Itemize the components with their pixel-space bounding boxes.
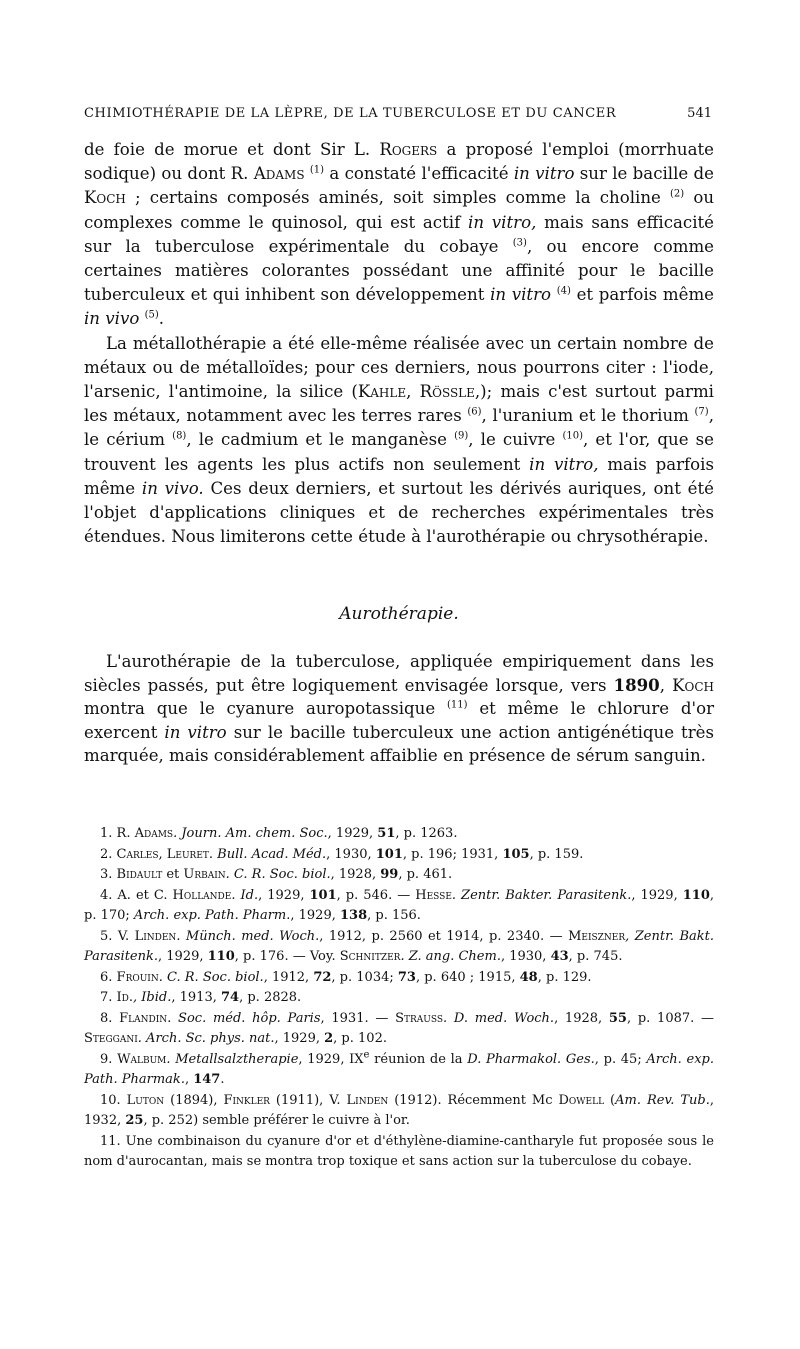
text-run: 3. [100,867,117,882]
author-name: Koch [84,188,126,208]
footnote-ref: (3) [512,237,527,249]
journal-name: . C. R. Soc. biol. [225,867,331,882]
text-run: , [184,1072,194,1087]
journal-name: Arch. exp. Path. Pharmak. [84,1051,714,1087]
text-run: , [659,675,673,695]
footnote-ref: (8) [172,430,187,442]
author-name: Steggani [84,1031,138,1046]
text-run: sur le bacille de [574,164,714,184]
footnote-ref: (10) [562,430,584,442]
volume: 147 [193,1072,221,1087]
text-run: montra que le cyanure auropotassique [84,699,447,719]
text-run: , 1931. — [320,1010,396,1026]
text-run: , 1912, [263,969,314,985]
footnote-10 [84,1091,714,1132]
footnote-ref: (6) [467,406,482,418]
text-run: a constaté l'efficacité [324,164,514,184]
volume: 51 [377,826,396,841]
author-name: Koch [672,675,714,695]
text-run: (1894), [164,1092,224,1108]
journal-name: , Ibid. [133,990,172,1005]
text-run: , p. 170; [84,887,715,923]
text-run: , p. 159. [529,846,584,862]
volume: 73 [397,969,416,985]
text-run: ( [604,1092,616,1108]
text-run: , p. 546. — [336,887,416,903]
volume: 55 [608,1010,627,1026]
footnote-5 [84,927,714,968]
text-run: 9. [100,1051,118,1067]
volume: 101 [375,846,403,862]
text-run: , p. 745. [568,949,623,964]
footnote-ref: (1) [309,164,325,176]
text-run: mais sans efficacité sur la tuberculose expérimentale du cobaye [84,212,714,256]
footnote-ref: (11) [447,699,468,711]
volume: 43 [550,949,569,964]
volume: 74 [221,990,240,1005]
author-name: Linden [346,1092,389,1108]
text-run: , p. 252) semble préférer le cuivre à l'or. [143,1113,410,1128]
author-name: Dowell [558,1092,605,1108]
text-run: , p. 640 ; 1915, [415,969,520,985]
author-name: Luton [126,1092,165,1108]
author-name: Rössle [419,382,475,402]
author-name: Finkler [223,1092,270,1108]
volume: 99 [380,867,399,882]
author-name: Bidault [116,867,163,882]
text-run: et [162,867,184,882]
journal-name: . Arch. Sc. phys. nat. [137,1031,275,1046]
text-run: , 1929, [290,908,340,923]
text-run: . [158,309,165,329]
text-run: ; certains composés aminés, soit simples comme la choline [125,188,670,208]
text-run: 1. R. [100,826,135,841]
volume: 25 [125,1113,144,1128]
latin-term: in vitro [164,722,227,742]
author-name: Hesse [415,887,452,903]
author-name: Id. [116,990,134,1005]
running-head: CHIMIOTHÉRAPIE DE LA LÈPRE, DE LA TUBERCULOSE ET DU CANCER [84,106,617,121]
footnote-11 [84,1132,714,1173]
page-number: 541 [687,106,712,121]
latin-term: in vivo [84,309,140,329]
main-text [84,138,714,549]
author-name: Urbain [183,867,226,882]
footnote-3 [84,865,714,886]
footnote-ref: (9) [454,430,469,442]
paragraph-2 [84,332,714,550]
volume: 2 [324,1031,334,1046]
author-name: Carles [116,846,159,862]
footnote-ref: (7) [694,406,709,418]
author-name: Schnitzer [339,949,401,964]
text-run: , p. 102. [333,1031,387,1046]
paragraph-3 [84,650,714,768]
journal-name: . Metallsalztherapie [166,1051,299,1067]
volume: 110 [207,949,235,964]
text-run: et parfois même [570,285,714,305]
text-run: , le cérium [84,406,714,450]
text-run: , p. 129. [537,969,592,985]
journal-name: . C. R. Soc. biol. [158,969,264,985]
text-run: , l'uranium et le thorium [481,406,695,426]
text-run: 6. [100,969,117,985]
author-name: Rogers [379,140,438,159]
journal-name: Am. Rev. Tub. [615,1092,710,1108]
author-name: Linden [134,928,177,944]
author-name: Flandin [119,1010,168,1026]
text-run: , p. 176. — Voy. [234,949,340,964]
text-run: Ces deux derniers, et surtout les dérivés auriques, ont été l'objet d'applications cliniques et de recherches expérimentales très étendues. Nous limiterons cette étude à l'aurothérapie ou chrysothérapie. [84,478,714,547]
section-text [84,650,714,768]
text-run: , 1930, [500,949,551,964]
footnote-4 [84,886,714,927]
text-run: sur le bacille tuberculeux une action antigénétique très marquée, mais considérablement affaiblie en présence de sérum sanguin. [84,722,714,766]
latin-term: in vitro [490,285,552,305]
volume: 72 [313,969,332,985]
text-run: , p. 1087. — [626,1010,715,1026]
text-run: (1912). Récemment Mc [388,1092,559,1108]
text-run: La métallothérapie a été elle-même réalisée avec un certain nombre de métaux ou de métalloïdes; pour ces derniers, nous pourrons citer : l'iode, l'arsenic, l'antimoine, la silice ( [84,333,714,402]
text-run: mais parfois même [84,454,714,498]
journal-name: . Journ. Am. chem. Soc. [173,826,328,841]
paragraph-1 [84,138,714,332]
volume: 138 [340,908,368,923]
latin-term: in vitro, [529,454,599,474]
journal-name: . Id. [231,887,259,903]
author-name: Adams [134,826,174,841]
text-run: , 1912, p. 2560 et 1914, p. 2340. — [319,928,569,944]
text-run: , le cadmium et le manganèse [186,430,455,450]
author-name: Walbum [117,1051,167,1067]
author-name: Strauss [395,1010,444,1026]
journal-name: Arch. exp. Path. Pharm. [133,908,291,923]
journal-name: . Bull. Acad. Méd. [208,846,327,862]
text-run: , [406,382,420,402]
text-run: , 1929, [158,949,208,964]
text-run: , 1932, [84,1092,714,1128]
section-title: Aurothérapie. [339,604,459,624]
text-run: , et l'or, que se trouvent les agents les plus actifs non seulement [84,430,715,474]
text-run: réunion de la [369,1051,468,1067]
volume: 110 [682,887,710,903]
text-run: , 1928, [330,867,381,882]
text-run: et même le chlorure d'or exercent [84,699,715,742]
text-run: 11. Une combinaison du cyanure d'or et d'éthylène-diamine-cantharyle fut proposée sous le nom d'aurocantan, mais se montra trop toxique et sans action sur la tuberculose du cobaye. [84,1133,714,1169]
text-run: , p. 45; [594,1051,647,1067]
text-run: , 1930, [326,846,376,862]
journal-name: . D. med. Woch. [443,1010,555,1026]
footnote-ref: (2) [670,188,685,200]
text-run: , ou encore comme certaines matières colorantes possédant une affinité pour le bacille tuberculeux et qui inhibent son développement [84,236,714,305]
text-run: ou complexes comme le quinosol, qui est actif [84,188,715,232]
text-run: , p. 461. [398,867,453,882]
volume: 101 [309,887,337,903]
text-run: 7. [100,990,117,1005]
journal-name: . Münch. med. Woch. [176,928,320,944]
text-run: , 1929, [274,1031,325,1046]
volume: 105 [502,846,530,862]
author-name: Adams [253,164,305,184]
text-run: , 1929, [327,826,378,841]
text-run: 5. V. [100,928,135,944]
text-run: L'aurothérapie de la tuberculose, appliquée empiriquement dans les siècles passés, put être logiquement envisagée lorsque, vers [84,652,714,695]
text-run: a proposé l'emploi (morrhuate sodique) ou dont R. [84,140,714,184]
text-run: 4. A. et C. [100,887,173,903]
footnotes [84,824,714,1173]
latin-term: in vivo. [141,478,204,498]
author-name: Kahle [357,382,407,402]
footnote-2 [84,845,714,866]
footnote-ref: (5) [144,309,159,321]
text-run: , 1929, [631,887,683,903]
author-name: Hollande [172,887,232,903]
text-run: , le cuivre [468,430,563,450]
text-run: 2. [100,846,117,862]
text-run: ,); mais c'est surtout parmi les métaux, notamment avec les terres rares [84,382,714,426]
journal-name: , Zentr. Bakt. Parasitenk. [84,928,714,964]
text-run: de foie de morue et dont Sir L. [84,140,380,159]
superscript: e [363,1049,370,1061]
text-run: 8. [100,1010,120,1026]
journal-name: D. Pharmakol. Ges. [467,1051,595,1067]
author-name: Meiszner [568,928,626,944]
text-run: (1911), V. [269,1092,347,1108]
text-run: , 1913, [171,990,221,1005]
text-run: , 1929, IX [298,1051,364,1067]
year: 1890 [613,674,660,695]
footnote-8 [84,1009,714,1050]
footnote-6 [84,968,714,989]
author-name: Frouin [116,969,159,985]
text-run: , p. 2828. [239,990,302,1005]
footnote-9 [84,1050,714,1091]
text-run: . [220,1072,225,1087]
footnote-1 [84,824,714,845]
text-run: , p. 156. [367,908,421,923]
volume: 48 [519,969,538,985]
text-run: , p. 196; 1931, [402,846,503,862]
footnote-ref: (4) [556,285,571,297]
text-run: , 1929, [258,887,310,903]
journal-name: . Soc. méd. hôp. Paris [167,1010,321,1026]
journal-name: . Z. ang. Chem. [400,949,501,964]
footnote-7 [84,988,714,1009]
journal-name: . Zentr. Bakter. Parasitenk. [451,887,632,903]
text-run: , [158,846,167,862]
text-run: , p. 1034; [331,969,398,985]
author-name: Leuret [166,846,209,862]
text-run: , p. 1263. [395,826,458,841]
latin-term: in vitro, [468,212,537,232]
latin-term: in vitro [513,164,575,184]
text-run: , 1928, [554,1010,609,1026]
text-run: 10. [100,1092,127,1108]
